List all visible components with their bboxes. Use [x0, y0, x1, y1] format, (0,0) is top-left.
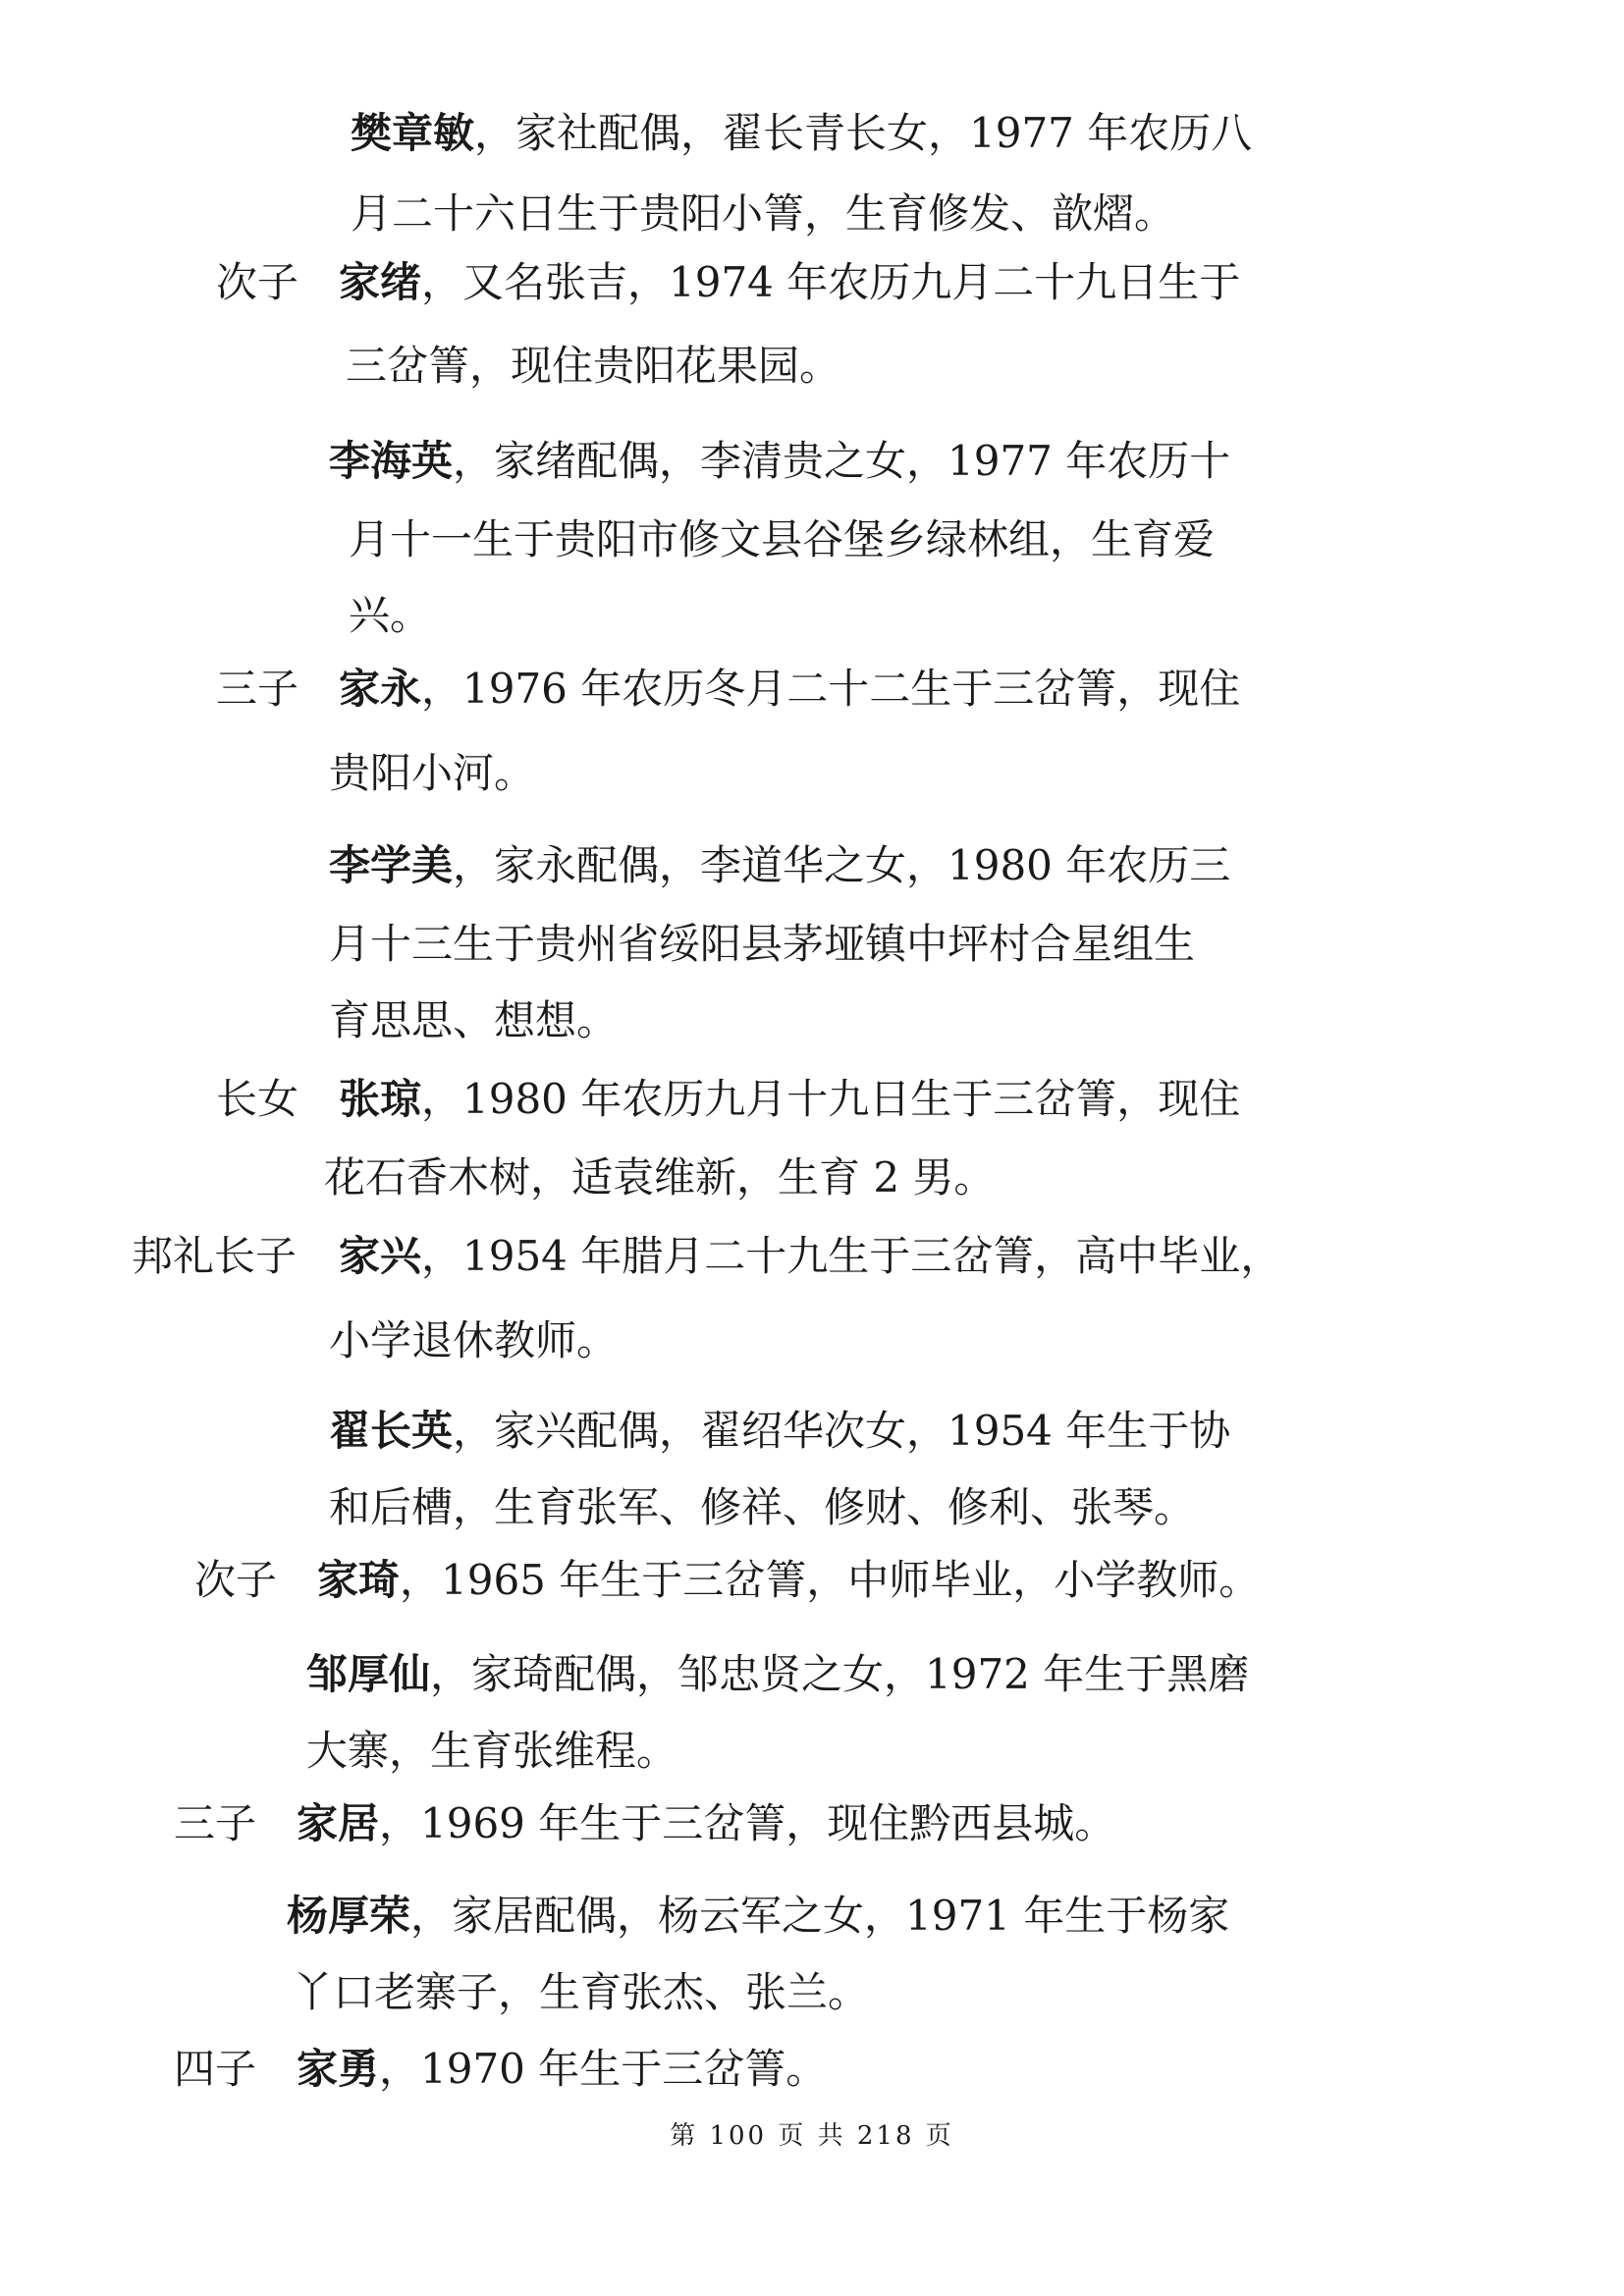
entry-text: ，又名张吉，1974 年农历九月二十九日生于 — [421, 258, 1241, 306]
entry-text: 大寨，生育张维程。 — [306, 1727, 678, 1775]
page-number-footer: 第 100 页 共 218 页 — [670, 2121, 954, 2151]
entry-line — [292, 1963, 869, 2022]
entry-text: ，1969 年生于三岔箐，现住黔西县城。 — [379, 1799, 1116, 1847]
entry-text: ，家兴配偶，翟绍华次女，1954 年生于协 — [453, 1407, 1231, 1455]
entry-line — [324, 1148, 995, 1207]
person-name: 樊章敏 — [351, 109, 475, 157]
entry-text: 丫口老寨子，生育张杰、张兰。 — [292, 1968, 870, 2016]
entry-text: ，1980 年农历九月十九日生于三岔箐，现住 — [421, 1075, 1241, 1123]
entry-line — [329, 915, 1195, 974]
person-name: 家勇 — [297, 2045, 380, 2093]
entry-text: ，1976 年农历冬月二十二生于三岔箐，现住 — [421, 665, 1241, 713]
entry-line — [306, 1645, 1249, 1704]
relation-label: 次子 — [216, 258, 299, 306]
entry-text: 贵阳小河。 — [329, 749, 536, 797]
entry-text: 月十一生于贵阳市修文县谷堡乡绿林组，生育爱 — [349, 515, 1216, 563]
entry-line — [329, 836, 1230, 895]
entry-line — [329, 432, 1230, 491]
entry-text: ，家社配偶，翟长青长女，1977 年农历八 — [474, 109, 1253, 157]
entry-text: ，1970 年生于三岔箐。 — [379, 2045, 828, 2093]
person-name: 邹厚仙 — [306, 1650, 431, 1698]
entry-text: 和后槽，生育张军、修祥、修财、修利、张琴。 — [329, 1483, 1196, 1531]
relation-label: 次子 — [194, 1556, 278, 1604]
entry-line — [287, 1887, 1229, 1946]
relation-label: 长女 — [216, 1075, 299, 1123]
entry-line — [317, 1551, 1260, 1610]
person-name: 家永 — [339, 665, 422, 713]
entry-line — [329, 744, 535, 803]
entry-text: 小学退休教师。 — [329, 1316, 619, 1364]
entry-line — [306, 1722, 677, 1781]
entry-text: 兴。 — [349, 591, 432, 639]
entry-line — [339, 1070, 1240, 1129]
entry-line — [349, 510, 1215, 569]
relation-label: 三子 — [174, 1799, 257, 1847]
entry-line — [297, 1794, 1115, 1853]
entry-text: ，家永配偶，李道华之女，1980 年农历三 — [453, 841, 1231, 889]
entry-line — [351, 104, 1252, 163]
entry-text: ，1965 年生于三岔箐，中师毕业，小学教师。 — [400, 1556, 1261, 1604]
entry-text: ，家绪配偶，李清贵之女，1977 年农历十 — [453, 437, 1231, 485]
entry-line — [297, 2040, 827, 2099]
entry-text: ，家居配偶，杨云军之女，1971 年生于杨家 — [410, 1892, 1230, 1940]
entry-line — [329, 991, 618, 1050]
relation-label: 四子 — [174, 2045, 257, 2093]
relation-label: 三子 — [216, 665, 299, 713]
entry-text: ，家琦配偶，邹忠贤之女，1972 年生于黑磨 — [430, 1650, 1250, 1698]
entry-line — [346, 337, 840, 396]
relation-label: 邦礼长子 — [132, 1232, 298, 1280]
entry-text: ，1954 年腊月二十九生于三岔箐，高中毕业， — [421, 1232, 1282, 1280]
entry-line — [351, 185, 1175, 243]
entry-line — [339, 1227, 1281, 1286]
person-name: 家琦 — [317, 1556, 401, 1604]
entry-line — [339, 253, 1240, 312]
entry-line — [349, 586, 431, 645]
person-name: 杨厚荣 — [287, 1892, 411, 1940]
entry-text: 三岔箐，现住贵阳花果园。 — [346, 342, 841, 390]
person-name: 家绪 — [339, 258, 422, 306]
person-name: 李海英 — [329, 437, 454, 485]
person-name: 家兴 — [339, 1232, 422, 1280]
entry-line — [339, 660, 1240, 719]
entry-line — [329, 1478, 1195, 1537]
person-name: 家居 — [297, 1799, 380, 1847]
entry-text: 育思思、想想。 — [329, 996, 619, 1044]
person-name: 翟长英 — [329, 1407, 454, 1455]
entry-line — [329, 1402, 1230, 1461]
person-name: 张琼 — [339, 1075, 422, 1123]
entry-text: 月十三生于贵州省绥阳县茅垭镇中坪村合星组生 — [329, 920, 1196, 968]
entry-text: 月二十六日生于贵阳小箐，生育修发、歆熠。 — [351, 189, 1176, 238]
entry-text: 花石香木树，适袁维新，生育 2 男。 — [324, 1153, 996, 1201]
person-name: 李学美 — [329, 841, 454, 889]
entry-line — [329, 1311, 618, 1370]
